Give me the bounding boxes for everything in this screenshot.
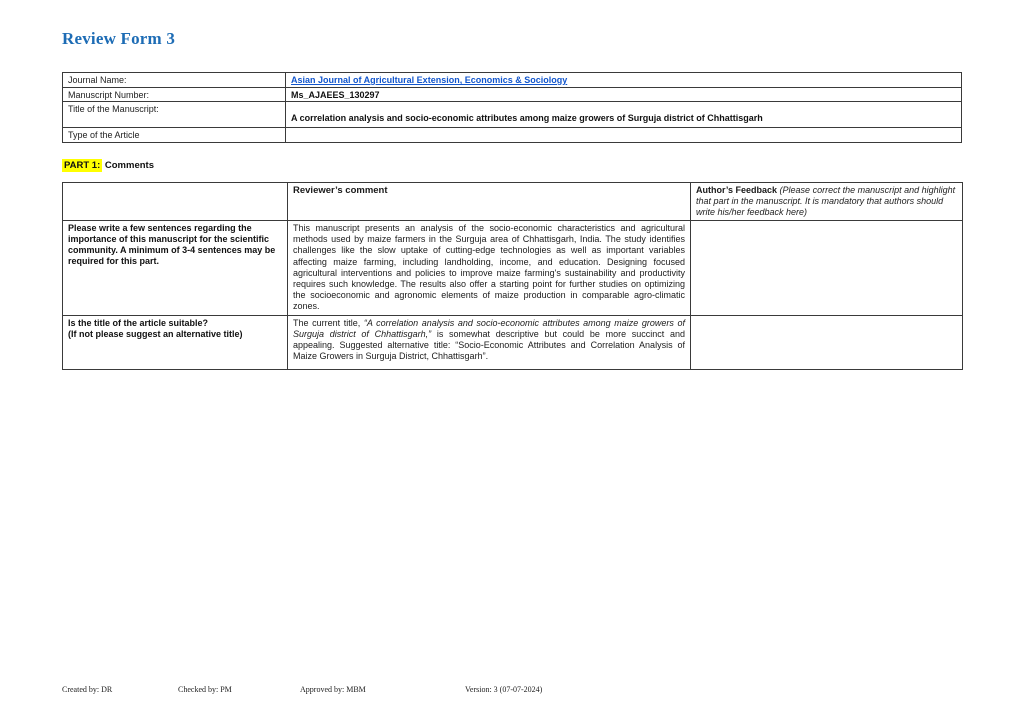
author-feedback-label: Author’s Feedback: [696, 185, 778, 195]
question-title-line1: Is the title of the article suitable?: [68, 317, 209, 328]
footer-approved-by: Approved by: MBM: [300, 685, 366, 694]
journal-name-label: Journal Name:: [63, 73, 286, 88]
comment-title-quoted: “A correlation analysis and socio-economic attributes among maize growers of Surguja district of Chhattisgarh,”: [293, 317, 686, 339]
comments-table: [62, 182, 963, 370]
comments-header-row: [63, 183, 963, 221]
footer-version: Version: 3 (07-07-2024): [465, 685, 543, 694]
part1-heading-text: Comments: [104, 160, 154, 171]
author-feedback-note: (Please correct the manuscript and highlight that part in the manuscript. It is mandatory that authors should write his/her feedback here): [696, 185, 956, 217]
part1-heading-highlight: PART 1:: [64, 160, 101, 171]
reviewer-comment-header: Reviewer’s comment: [288, 183, 691, 221]
journal-name-cell: [286, 73, 962, 88]
question-title-suitable: [63, 315, 288, 369]
footer-checked-by: Checked by: PM: [178, 685, 232, 694]
table-row: [63, 128, 962, 143]
manuscript-title-label: Title of the Manuscript:: [63, 102, 286, 128]
author-feedback-header: [691, 183, 963, 221]
manuscript-info-table: [62, 72, 962, 143]
comment-title-pre: The current title,: [293, 317, 364, 328]
author-feedback-input-2[interactable]: [691, 315, 963, 369]
article-type-label: Type of the Article: [63, 128, 286, 143]
table-row: [63, 315, 963, 369]
question-title-line2: (If not please suggest an alternative title): [68, 328, 243, 339]
reviewer-comment-title: [288, 315, 691, 369]
manuscript-number-label: Manuscript Number:: [63, 88, 286, 102]
table-row: [63, 221, 963, 316]
reviewer-comment-importance: This manuscript presents an analysis of the socio-economic characteristics and agricultural methods used by maize farmers in the Surguja area of Chhattisgarh, India. The study identifies challenges like the slow uptake of cutting-edge technologies as well as important variables affecting maize farming, including landholding, income, and education. Designing focused agricultural interventions and policies to improve maize farming's sustainability and productivity requires such knowledge. The results also offer a starting point for further studies on optimizing the socioeconomic and agronomic elements of maize production in comparable agro-climatic zones.: [288, 221, 691, 316]
manuscript-number-value: Ms_AJAEES_130297: [286, 88, 962, 102]
table-row: [63, 73, 962, 88]
footer-created-by: Created by: DR: [62, 685, 113, 694]
comment-title-post: is somewhat descriptive but could be more succinct and appealing. Suggested alternative title: “Socio-Economic Attributes and Correlation Analysis of Maize Growers in Surguja District, Chhattisgarh”.: [293, 328, 685, 362]
part1-heading: [62, 160, 154, 171]
document-footer: [0, 685, 1024, 699]
question-importance: Please write a few sentences regarding the importance of this manuscript for the scientific community. A minimum of 3-4 sentences may be required for this part.: [63, 221, 288, 316]
table-row: [63, 88, 962, 102]
author-feedback-input-1[interactable]: [691, 221, 963, 316]
article-type-value[interactable]: [286, 128, 962, 143]
header-question-cell: [63, 183, 288, 221]
manuscript-title-value: A correlation analysis and socio-economic attributes among maize growers of Surguja district of Chhattisgarh: [286, 102, 962, 128]
table-row: [63, 102, 962, 128]
page-title: Review Form 3: [62, 29, 176, 48]
journal-link[interactable]: Asian Journal of Agricultural Extension, Economics & Sociology: [291, 75, 568, 85]
